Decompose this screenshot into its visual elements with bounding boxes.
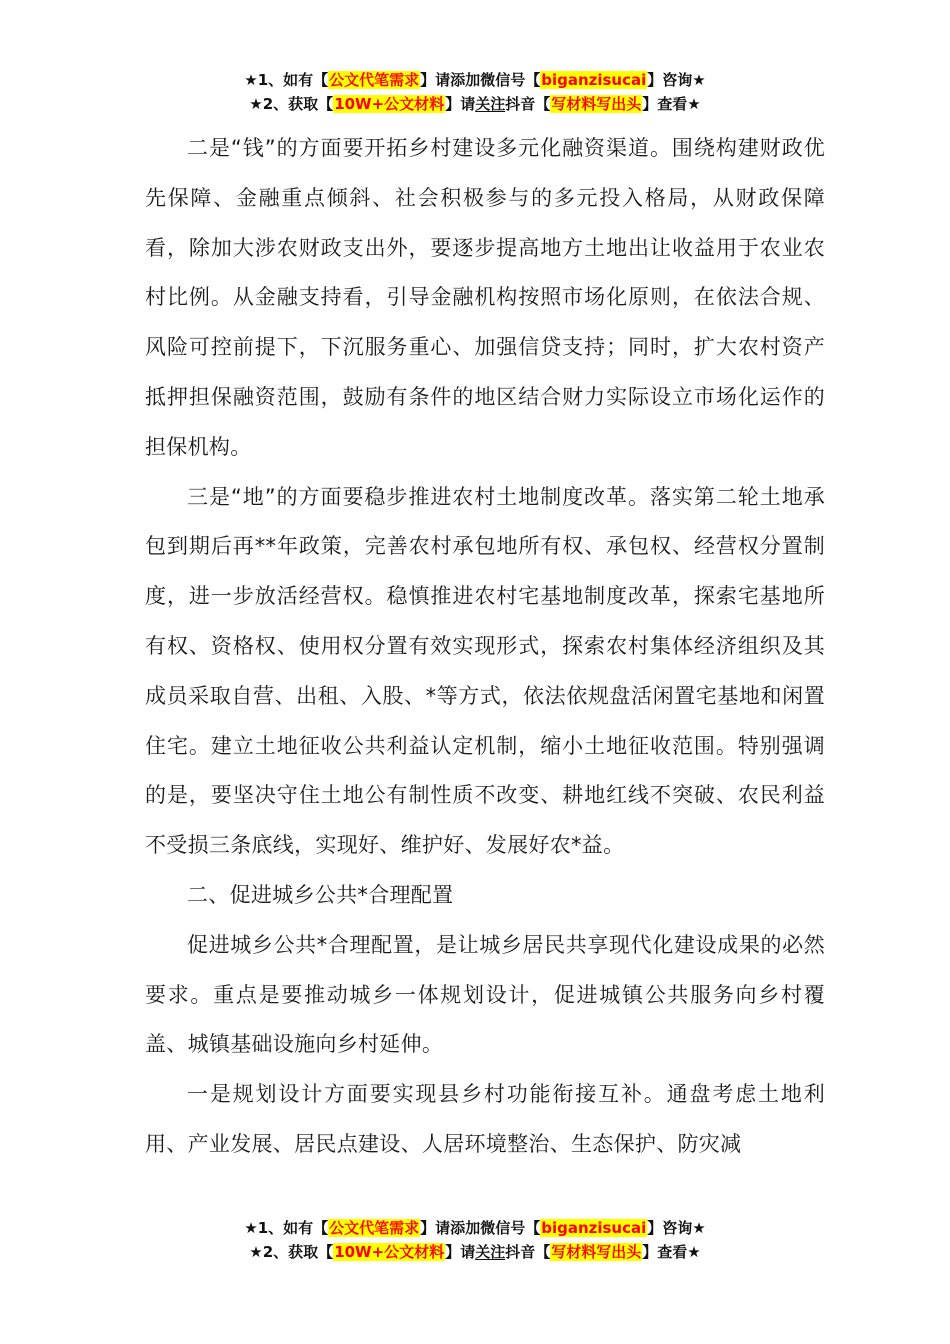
paragraph: 一是规划设计方面要实现县乡村功能衔接互补。通盘考虑土地利用、产业发展、居民点建设、人居环境整治、生态保护、防灾减 — [145, 1082, 825, 1156]
promo-footer — [0, 1216, 950, 1264]
promo-header — [0, 68, 950, 116]
promo-douyin-id: 写材料写出头 — [551, 1243, 642, 1261]
promo-highlight: 公文代笔需求 — [329, 71, 420, 89]
section-heading: 二、促进城乡公共*合理配置 — [187, 882, 454, 907]
promo-wechat-id: biganzisucai — [541, 1219, 647, 1237]
promo-highlight: 10W+公文材料 — [334, 1243, 445, 1261]
paragraph: 二是“钱”的方面要开拓乡村建设多元化融资渠道。围绕构建财政优先保障、金融重点倾斜、社会积极参与的多元投入格局，从财政保障看，除加大涉农财政支出外，要逐步提高地方土地出让收益用于农业农村比例。从金融支持看，引导金融机构按照市场化原则，在依法合规、风险可控前提下，下沉服务重心、加强信贷支持；同时，扩大农村资产抵押担保融资范围，鼓励有条件的地区结合财力实际设立市场化运作的担保机构。 — [145, 136, 825, 459]
star-icon: ★ — [244, 1219, 258, 1237]
paragraph: 促进城乡公共*合理配置，是让城乡居民共享现代化建设成果的必然要求。重点是要推动城乡一体规划设计，促进城镇公共服务向乡村覆盖、城镇基础设施向乡村延伸。 — [145, 932, 825, 1057]
promo-highlight: 10W+公文材料 — [334, 95, 445, 113]
paragraph: 三是“地”的方面要稳步推进农村土地制度改革。落实第二轮土地承包到期后再**年政策，完善农村承包地所有权、承包权、经营权分置制度，进一步放活经营权。稳慎推进农村宅基地制度改革，探索宅基地所有权、资格权、使用权分置有效实现形式，探索农村集体经济组织及其成员采取自营、出租、入股、*等方式，依法依规盘活闲置宅基地和闲置住宅。建立土地征收公共利益认定机制，缩小土地征收范围。特别强调的是，要坚决守住土地公有制性质不改变、耕地红线不突破、农民利益不受损三条底线，实现好、维护好、发展好农*益。 — [145, 484, 825, 858]
promo-line-2: ★2、获取【10W+公文材料】请关注抖音【写材料写出头】查看★ — [249, 1243, 701, 1261]
document-body — [145, 124, 825, 1170]
star-icon: ★ — [249, 95, 263, 113]
star-icon: ★ — [244, 71, 258, 89]
promo-line-2: ★2、获取【10W+公文材料】请关注抖音【写材料写出头】查看★ — [249, 95, 701, 113]
promo-highlight: 公文代笔需求 — [329, 1219, 420, 1237]
star-icon: ★ — [249, 1243, 263, 1261]
promo-douyin-id: 写材料写出头 — [551, 95, 642, 113]
promo-line-1: ★1、如有【公文代笔需求】请添加微信号【biganzisucai】咨询★ — [244, 1219, 706, 1237]
promo-line-1: ★1、如有【公文代笔需求】请添加微信号【biganzisucai】咨询★ — [244, 71, 706, 89]
promo-wechat-id: biganzisucai — [541, 71, 647, 89]
